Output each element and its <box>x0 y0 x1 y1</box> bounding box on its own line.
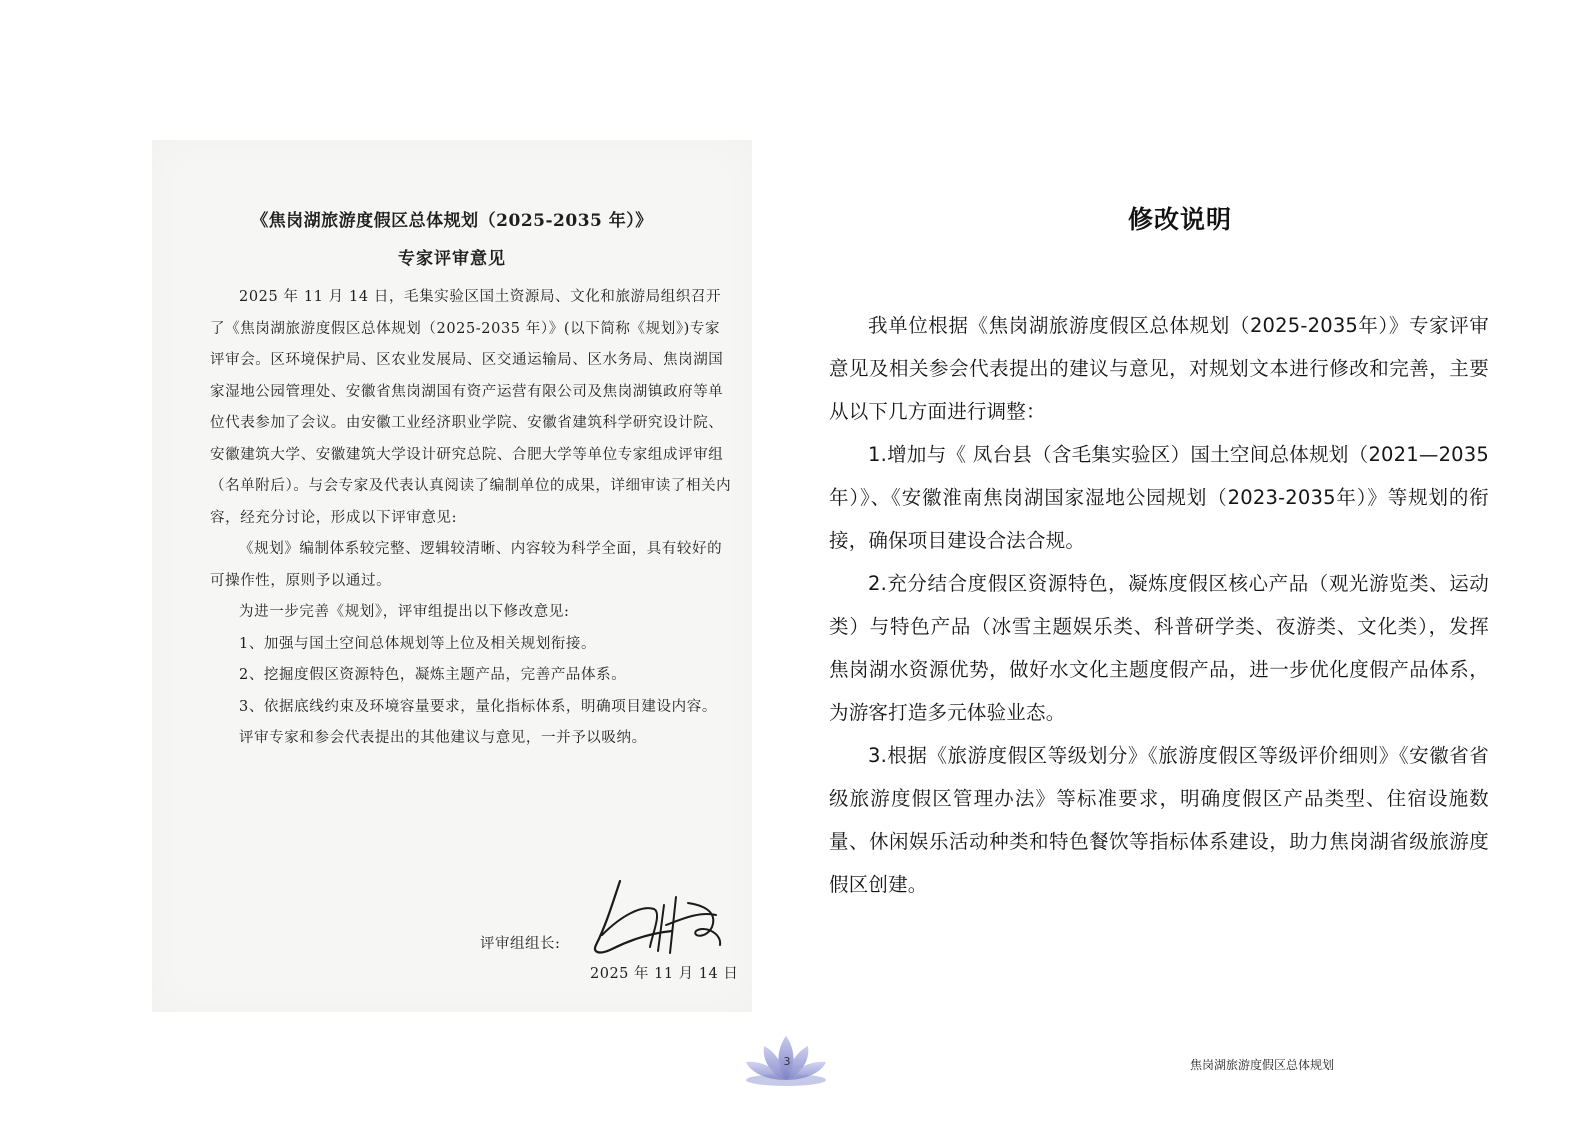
scan-list-item: 1、加强与国土空间总体规划等上位及相关规划衔接。 <box>239 635 597 652</box>
revision-body <box>829 304 1489 906</box>
scan-list-item: 3、依据底线约束及环境容量要求，量化指标体系，明确项目建设内容。 <box>239 698 717 715</box>
expert-review-scan <box>152 140 752 1012</box>
revision-title: 修改说明 <box>1127 205 1232 234</box>
scan-paragraph: 为进一步完善《规划》，评审组提出以下修改意见: <box>239 604 570 620</box>
revision-paragraph: 2.充分结合度假区资源特色，凝炼度假区核心产品（观光游览类、运动类）与特色产品（冰雪主题娱乐类、科普研学类、夜游类、文化类），发挥焦岗湖水资源优势，做好水文化主题度假产品，进一步优化度假产品体系，为游客打造多元体验业态。 <box>829 572 1489 724</box>
footer-document-title: 焦岗湖旅游度假区总体规划 <box>1190 1058 1335 1072</box>
scan-title: 《焦岗湖旅游度假区总体规划（2025-2035 年）》 <box>251 211 653 231</box>
revision-paragraph: 我单位根据《焦岗湖旅游度假区总体规划（2025-2035年）》专家评审意见及相关参会代表提出的建议与意见，对规划文本进行修改和完善，主要从以下几方面进行调整： <box>829 314 1489 423</box>
scan-paragraph: 2025 年 11 月 14 日，毛集实验区国土资源局、文化和旅游局组织召开了《焦岗湖旅游度假区总体规划（2025-2035 年）》(以下简称《规划》)专家评审会。区环境保护局、区农业发展局、区交通运输局、区水务局、焦岗湖国家湿地公园管理处、安徽省焦岗湖国有资产运营有限公司及焦岗湖镇政府等单位代表参加了会议。由安徽工业经济职业学院、安徽省建筑科学研究设计院、安徽建筑大学、安徽建筑大学设计研究总院、合肥大学等单位专家组成评审组（名单附后）。与会专家及代表认真阅读了编制单位的成果，详细审读了相关内容，经充分讨论，形成以下评审意见: <box>210 289 732 526</box>
page-number: 3 <box>783 1055 791 1068</box>
signature-date: 2025 年 11 月 14 日 <box>590 966 739 982</box>
handwritten-signature <box>592 875 732 960</box>
scan-subtitle: 专家评审意见 <box>398 249 506 269</box>
scan-paragraph: 评审专家和参会代表提出的其他建议与意见，一并予以吸纳。 <box>239 730 647 746</box>
revision-paragraph: 1.增加与《 凤台县（含毛集实验区）国土空间总体规划（2021—2035 年）》、《安徽淮南焦岗湖国家湿地公园规划（2023-2035年）》等规划的衔接，确保项目建设合法合规。 <box>829 443 1489 552</box>
revision-paragraph: 3.根据《旅游度假区等级划分》《旅游度假区等级评价细则》《安徽省省级旅游度假区管理办法》等标准要求，明确度假区产品类型、住宿设施数量、休闲娱乐活动种类和特色餐饮等指标体系建设，助力焦岗湖省级旅游度假区创建。 <box>829 744 1489 896</box>
signature-label: 评审组组长: <box>480 936 561 952</box>
scan-paragraph: 《规划》编制体系较完整、逻辑较清晰、内容较为科学全面，具有较好的可操作性，原则予以通过。 <box>210 541 723 589</box>
scan-list-item: 2、挖掘度假区资源特色，凝炼主题产品，完善产品体系。 <box>239 667 627 683</box>
scan-body <box>210 282 732 755</box>
